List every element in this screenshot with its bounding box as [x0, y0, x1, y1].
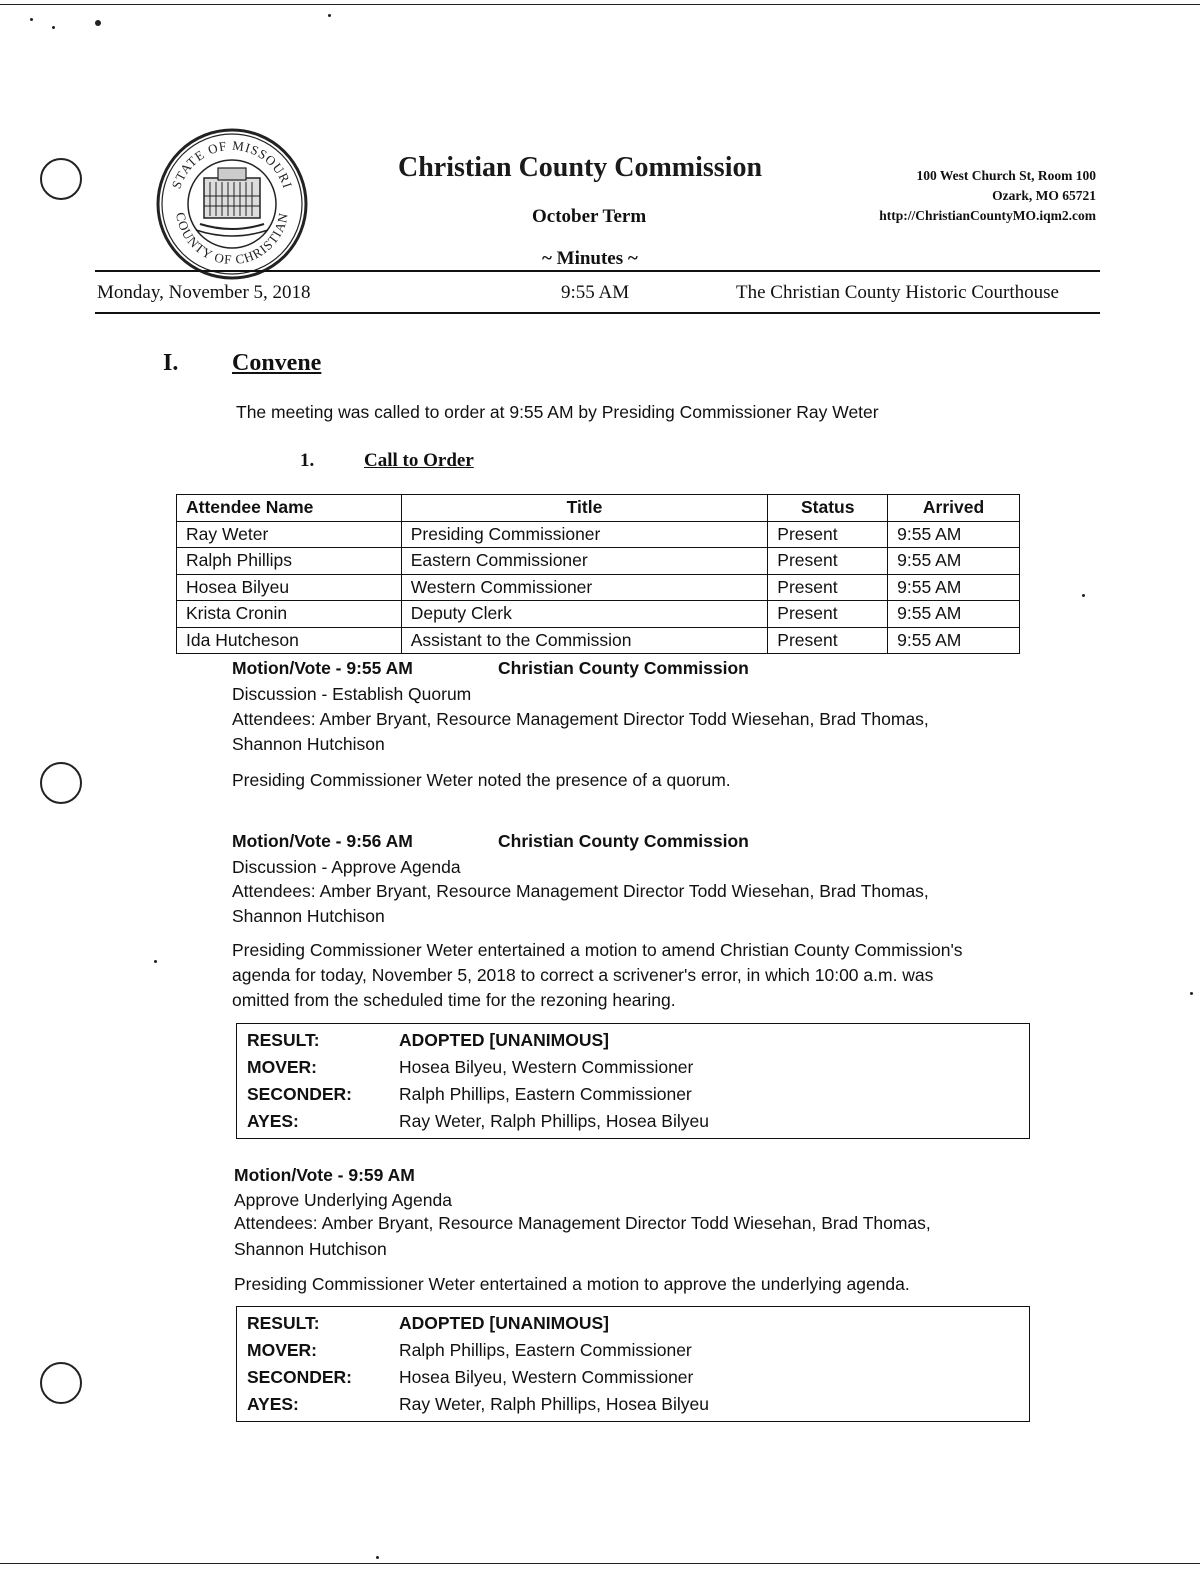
- vote-label: RESULT:: [247, 1313, 320, 1333]
- binder-hole: [40, 762, 82, 804]
- item-number: 1.: [300, 450, 315, 471]
- vote-result-box: [236, 1306, 1030, 1422]
- item-title: Call to Order: [364, 450, 474, 471]
- seal-bottom-text: COUNTY OF CHRISTIAN: [173, 211, 291, 268]
- binder-hole: [40, 1362, 82, 1404]
- scan-speck: [1082, 594, 1085, 597]
- vote-result-box: [236, 1023, 1030, 1139]
- motion-note: agenda for today, November 5, 2018 to correct a scrivener's error, in which 10:00 a.m. was: [232, 965, 934, 985]
- attendee-status: Present: [768, 574, 888, 601]
- attendee-name: Krista Cronin: [177, 601, 402, 628]
- meeting-intro: The meeting was called to order at 9:55 AM by Presiding Commissioner Ray Weter: [236, 402, 879, 422]
- attendee-title: Presiding Commissioner: [401, 521, 768, 548]
- motion-note: Presiding Commissioner Weter entertained a motion to approve the underlying agenda.: [234, 1274, 910, 1294]
- attendance-table: [176, 494, 1020, 654]
- attendee-status: Present: [768, 601, 888, 628]
- scan-speck: [328, 14, 331, 17]
- motion-attendees: Attendees: Amber Bryant, Resource Management Director Todd Wiesehan, Brad Thomas,: [232, 709, 929, 729]
- top-scan-edge: [0, 4, 1200, 5]
- attendee-name: Hosea Bilyeu: [177, 574, 402, 601]
- vote-seconder: Ralph Phillips, Eastern Commissioner: [399, 1084, 692, 1104]
- vote-row: [237, 1364, 1029, 1391]
- meeting-date: Monday, November 5, 2018: [97, 282, 311, 303]
- vote-mover: Hosea Bilyeu, Western Commissioner: [399, 1057, 694, 1077]
- attendee-status: Present: [768, 627, 888, 654]
- motion-attendees: Attendees: Amber Bryant, Resource Management Director Todd Wiesehan, Brad Thomas,: [234, 1213, 931, 1233]
- binder-hole: [40, 158, 82, 200]
- minutes-label: ~ Minutes ~: [542, 248, 638, 269]
- website-link[interactable]: http://ChristianCountyMO.iqm2.com: [879, 208, 1096, 223]
- vote-row: [237, 1027, 1029, 1054]
- column-header: Arrived: [888, 495, 1020, 522]
- attendee-status: Present: [768, 521, 888, 548]
- meeting-location: The Christian County Historic Courthouse: [736, 282, 1059, 303]
- attendee-title: Deputy Clerk: [401, 601, 768, 628]
- motion-note: omitted from the scheduled time for the rezoning hearing.: [232, 990, 676, 1010]
- vote-label: MOVER:: [247, 1057, 317, 1077]
- term-label: October Term: [532, 206, 647, 227]
- vote-ayes: Ray Weter, Ralph Phillips, Hosea Bilyeu: [399, 1394, 709, 1414]
- motion-attendees: Attendees: Amber Bryant, Resource Management Director Todd Wiesehan, Brad Thomas,: [232, 881, 929, 901]
- motion-heading: Motion/Vote - 9:55 AM: [232, 658, 413, 678]
- attendee-title: Western Commissioner: [401, 574, 768, 601]
- table-row: [177, 521, 1020, 548]
- meeting-time: 9:55 AM: [561, 282, 630, 303]
- vote-label: RESULT:: [247, 1030, 320, 1050]
- table-row: [177, 627, 1020, 654]
- scan-speck: [30, 18, 33, 21]
- table-header-row: [177, 495, 1020, 522]
- vote-label: MOVER:: [247, 1340, 317, 1360]
- motion-body: Christian County Commission: [498, 831, 749, 851]
- scan-speck: [1190, 992, 1193, 995]
- seal-top-text: STATE OF MISSOURI: [168, 137, 296, 191]
- motion-attendees-cont: Shannon Hutchison: [232, 906, 385, 926]
- header-rule-bottom: [95, 312, 1100, 314]
- column-header: Status: [768, 495, 888, 522]
- motion-discussion: Approve Underlying Agenda: [234, 1190, 452, 1210]
- vote-result: ADOPTED [UNANIMOUS]: [399, 1030, 609, 1050]
- county-seal: [156, 128, 308, 280]
- scan-speck: [376, 1556, 379, 1559]
- scan-speck: [52, 26, 55, 29]
- attendee-arrived: 9:55 AM: [888, 521, 1020, 548]
- motion-discussion: Discussion - Establish Quorum: [232, 684, 472, 704]
- page-title: Christian County Commission: [398, 152, 763, 183]
- column-header: Attendee Name: [177, 495, 402, 522]
- motion-note: Presiding Commissioner Weter entertained a motion to amend Christian County Commission's: [232, 940, 963, 960]
- motion-attendees-cont: Shannon Hutchison: [232, 734, 385, 754]
- vote-result: ADOPTED [UNANIMOUS]: [399, 1313, 609, 1333]
- motion-body: Christian County Commission: [498, 658, 749, 678]
- vote-row: [237, 1081, 1029, 1108]
- bottom-scan-edge: [0, 1563, 1200, 1564]
- attendee-arrived: 9:55 AM: [888, 601, 1020, 628]
- header-rule-top: [95, 270, 1100, 272]
- scan-speck: [154, 960, 157, 963]
- table-row: [177, 574, 1020, 601]
- vote-ayes: Ray Weter, Ralph Phillips, Hosea Bilyeu: [399, 1111, 709, 1131]
- attendee-name: Ida Hutcheson: [177, 627, 402, 654]
- attendee-name: Ray Weter: [177, 521, 402, 548]
- vote-row: [237, 1391, 1029, 1418]
- vote-row: [237, 1054, 1029, 1081]
- section-number: I.: [163, 350, 179, 376]
- vote-seconder: Hosea Bilyeu, Western Commissioner: [399, 1367, 694, 1387]
- address-line-1: 100 West Church St, Room 100: [916, 168, 1096, 183]
- section-title: Convene: [232, 350, 322, 376]
- vote-row: [237, 1310, 1029, 1337]
- attendee-arrived: 9:55 AM: [888, 627, 1020, 654]
- address-block: [850, 166, 1096, 226]
- attendee-status: Present: [768, 548, 888, 575]
- motion-note: Presiding Commissioner Weter noted the presence of a quorum.: [232, 770, 731, 790]
- scan-speck: [95, 20, 101, 26]
- table-row: [177, 601, 1020, 628]
- motion-heading: Motion/Vote - 9:59 AM: [234, 1165, 415, 1185]
- attendee-name: Ralph Phillips: [177, 548, 402, 575]
- vote-row: [237, 1337, 1029, 1364]
- column-header: Title: [401, 495, 768, 522]
- attendee-title: Assistant to the Commission: [401, 627, 768, 654]
- motion-discussion: Discussion - Approve Agenda: [232, 857, 461, 877]
- motion-heading: Motion/Vote - 9:56 AM: [232, 831, 413, 851]
- table-row: [177, 548, 1020, 575]
- address-line-2: Ozark, MO 65721: [992, 188, 1096, 203]
- attendee-arrived: 9:55 AM: [888, 574, 1020, 601]
- motion-attendees-cont: Shannon Hutchison: [234, 1239, 387, 1259]
- vote-label: SECONDER:: [247, 1367, 353, 1387]
- vote-row: [237, 1108, 1029, 1135]
- vote-label: SECONDER:: [247, 1084, 353, 1104]
- vote-label: AYES:: [247, 1111, 299, 1131]
- attendee-title: Eastern Commissioner: [401, 548, 768, 575]
- attendee-arrived: 9:55 AM: [888, 548, 1020, 575]
- vote-mover: Ralph Phillips, Eastern Commissioner: [399, 1340, 692, 1360]
- vote-label: AYES:: [247, 1394, 299, 1414]
